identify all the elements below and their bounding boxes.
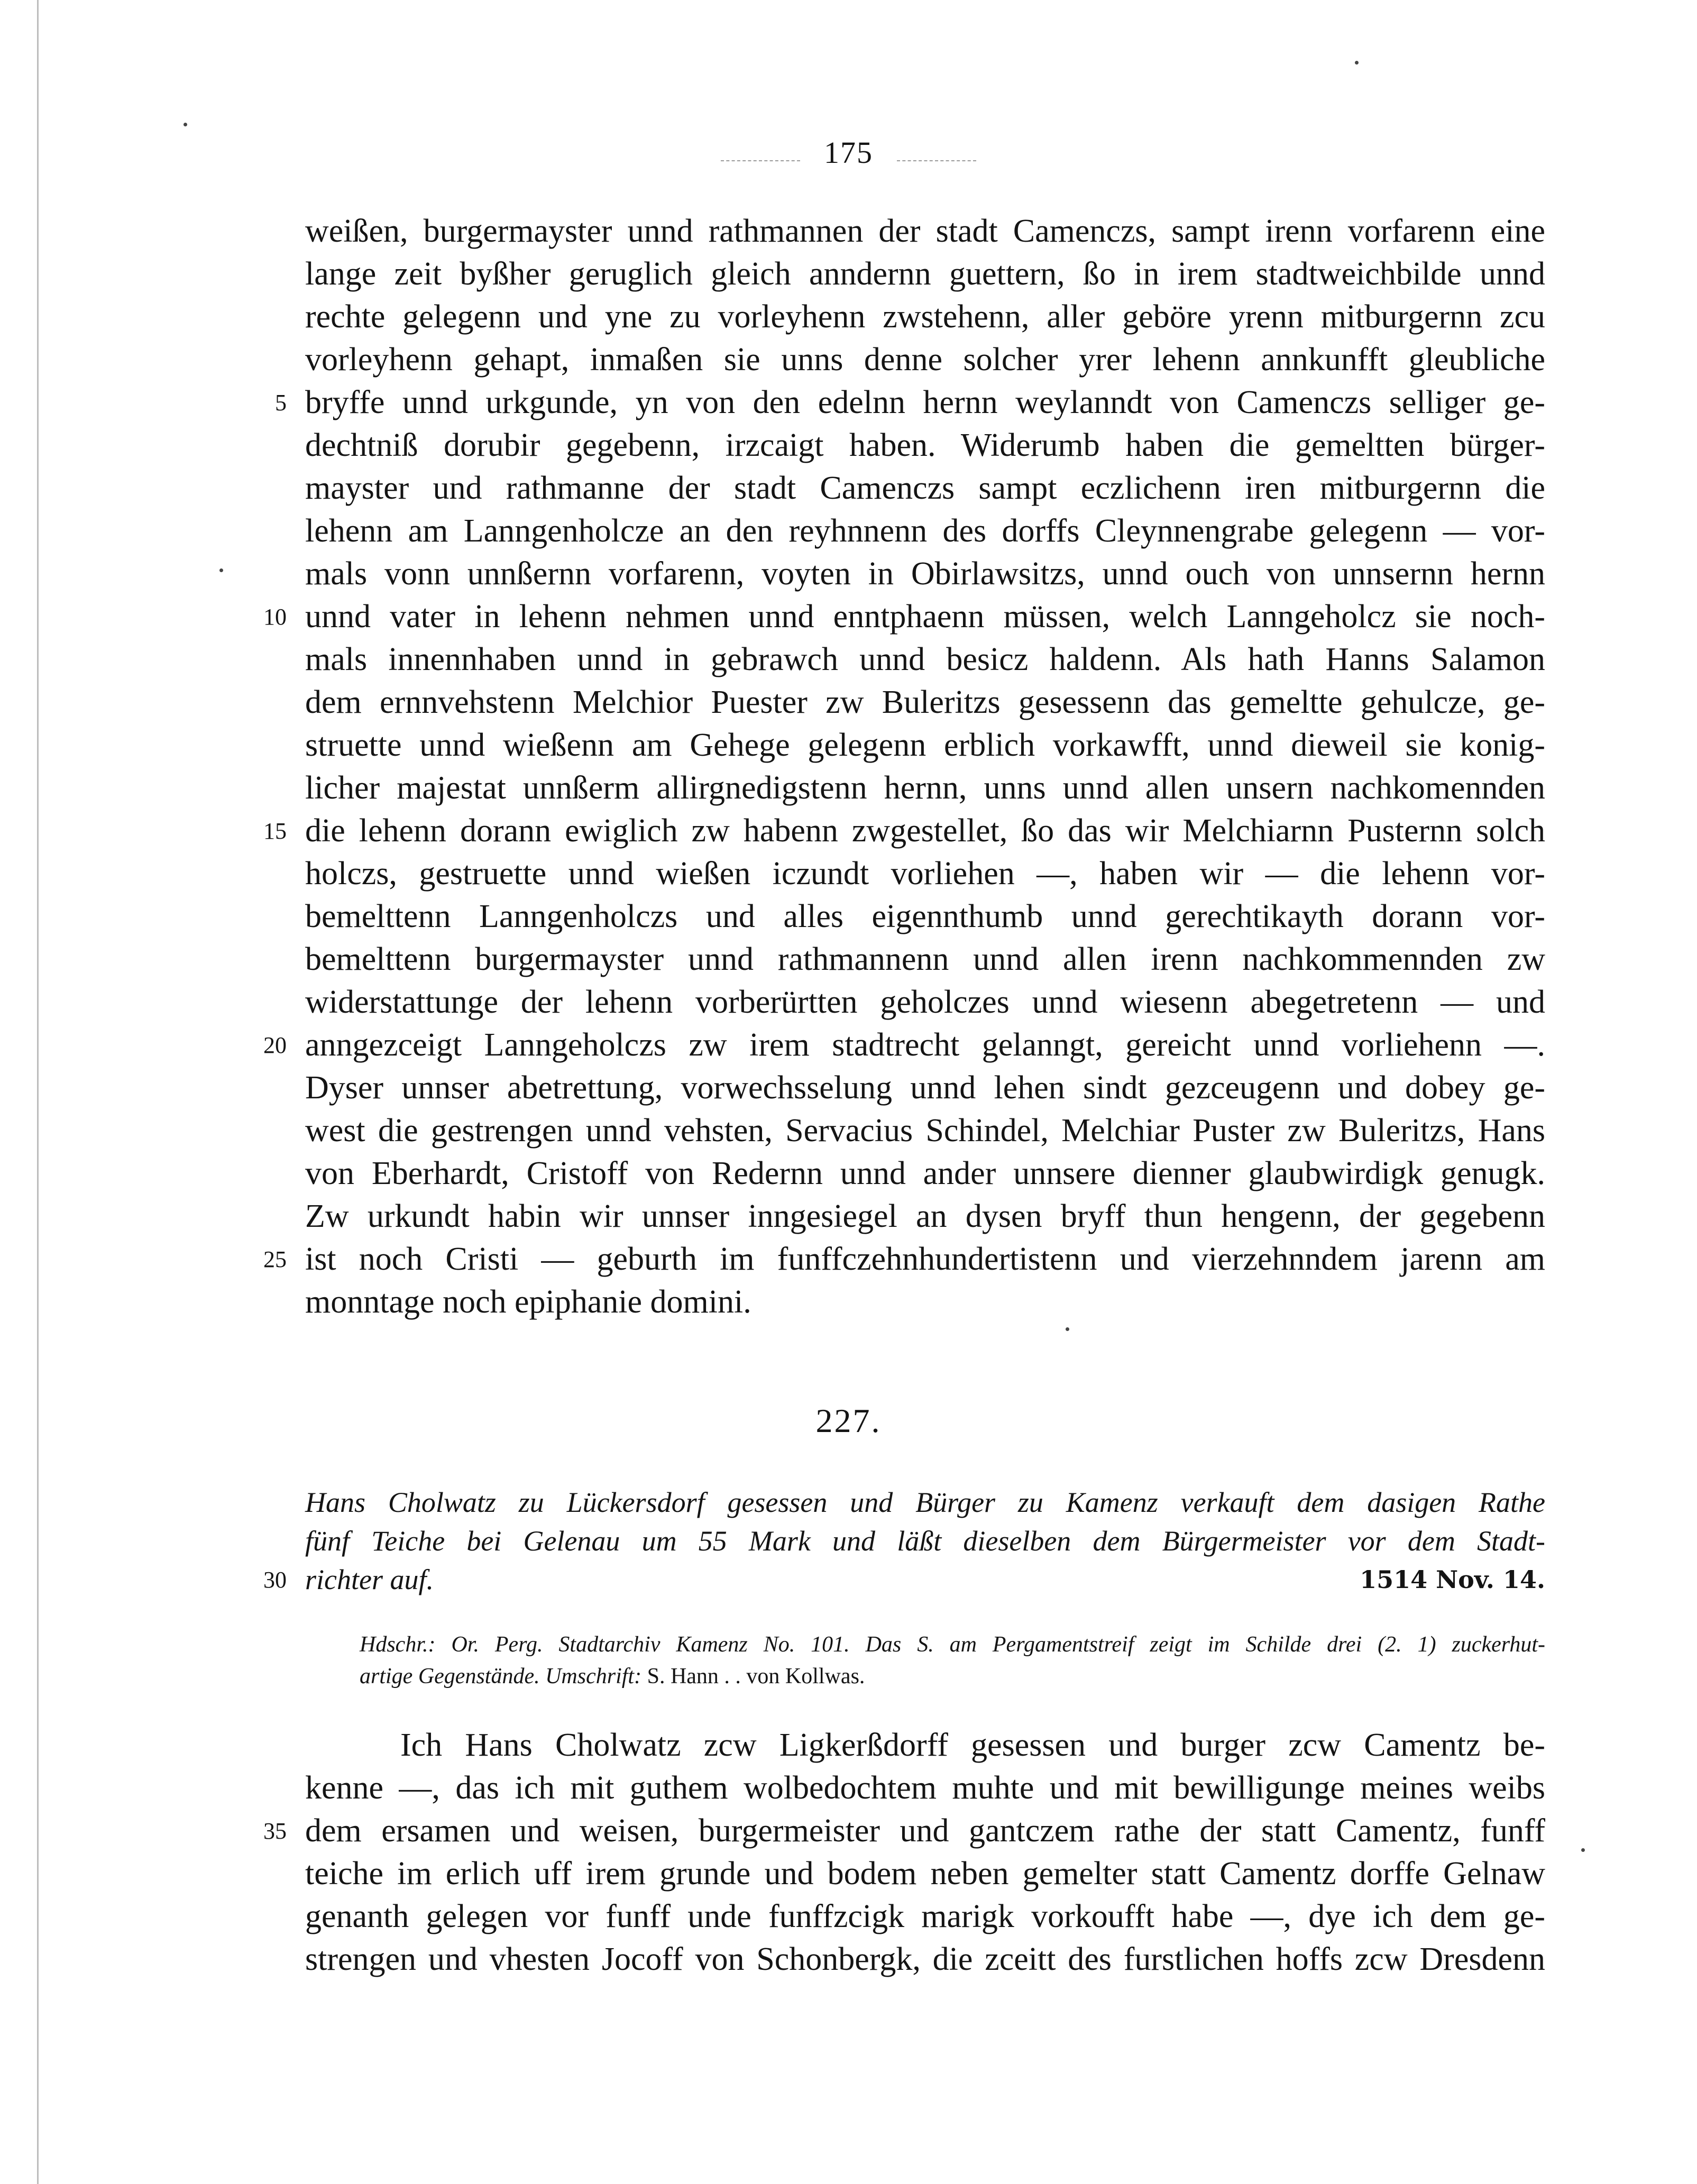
text-line: 25 ist noch Cristi — geburth im funffczehnhundertistenn und vierzehnndem jarenn am xyxy=(305,1238,1545,1281)
text-line: Dyser unnser abetrettung, vorwechsselung unnd lehen sindt gezceugenn und dobey ge- xyxy=(305,1070,1545,1106)
document-number: 227. xyxy=(815,1402,882,1439)
text-line: rechte gelegenn und yne zu vorleyhenn zwstehenn, aller geböre yrenn mitburgernn zcu xyxy=(305,299,1545,335)
regest-line: 30 richter auf. 1514 Nov. 14. xyxy=(305,1561,1545,1599)
source-line: artige Gegenstände. Umschrift: S. Hann . . von Kollwas. xyxy=(360,1664,865,1689)
body-text-top xyxy=(263,210,1545,1324)
page-header xyxy=(0,135,1697,170)
text-line: bemelttenn burgermayster unnd rathmannenn unnd allen irenn nachkommennden zw xyxy=(305,941,1545,977)
regest-line: Hans Cholwatz zu Lückersdorf gesessen und Bürger zu Kamenz verkauft dem dasigen Rathe xyxy=(305,1486,1545,1518)
line-number: 30 xyxy=(263,1567,287,1593)
speck xyxy=(1066,1327,1069,1331)
text-line: mayster und rathmanne der stadt Camenczs sampt eczlichenn iren mitburgernn die xyxy=(305,470,1545,506)
document-date: 1514 Nov. 14. xyxy=(1360,1565,1545,1594)
text-line: struette unnd wießenn am Gehege gelegenn erblich vorkawfft, unnd dieweil sie konig- xyxy=(305,727,1545,763)
text-line: 5 bryffe unnd urkgunde, yn von den edelnn hernn weylanndt von Camenczs selliger ge- xyxy=(305,381,1545,424)
text-line: mals vonn unnßernn vorfarenn, voyten in Obirlawsitzs, unnd ouch von unnsernn hernn xyxy=(305,556,1545,592)
text-line: 20 anngezceigt Lanngeholczs zw irem stadtrecht gelanngt, gereicht unnd vorliehenn —. xyxy=(305,1024,1545,1067)
text-line: 10 unnd vater in lehenn nehmen unnd enntphaenn müssen, welch Lanngeholcz sie noch- xyxy=(305,595,1545,638)
text-line: bemelttenn Lanngenholczs und alles eigennthumb unnd gerechtikayth dorann vor- xyxy=(305,898,1545,934)
header-rule-left xyxy=(721,160,800,161)
text-line: kenne —, das ich mit guthem wolbedochtem muhte und mit bewilligunge meines weibs xyxy=(305,1770,1545,1806)
text-line: west die gestrengen unnd vehsten, Servacius Schindel, Melchiar Puster zw Buleritzs, Hans xyxy=(305,1113,1545,1149)
text-line: von Eberhardt, Cristoff von Redernn unnd ander unnsere dienner glaubwirdigk genugk. xyxy=(305,1155,1545,1191)
regest-line: fünf Teiche bei Gelenau um 55 Mark und läßt dieselben dem Bürgermeister vor dem Stadt- xyxy=(305,1525,1545,1557)
line-number: 5 xyxy=(275,390,287,416)
line-number: 10 xyxy=(263,604,287,630)
text-line: weißen, burgermayster unnd rathmannen der stadt Camenczs, sampt irenn vorfarenn eine xyxy=(305,213,1545,249)
text-line: holczs, gestruette unnd wießen iczundt vorliehen —, haben wir — die lehenn vor- xyxy=(305,856,1545,892)
text-line: teiche im erlich uff irem grunde und bodem neben gemelter statt Camentz dorffe Gelnaw xyxy=(305,1856,1545,1892)
speck xyxy=(1581,1848,1585,1852)
source-note xyxy=(360,1629,1545,1692)
text-line: 35 dem ersamen und weisen, burgermeister und gantczem rathe der statt Camentz, funff xyxy=(305,1810,1545,1852)
text-line: dechtniß dorubir gegebenn, irzcaigt haben. Widerumb haben die gemeltten bürger- xyxy=(305,427,1545,463)
text-line: genanth gelegen vor funff unde funffzcigk marigk vorkoufft habe —, dye ich dem ge- xyxy=(305,1898,1545,1934)
line-number: 15 xyxy=(263,818,287,844)
text-line: widerstattunge der lehenn vorberürtten geholczes unnd wiesenn abegetretenn — und xyxy=(305,984,1545,1020)
text-line: Zw urkundt habin wir unnser inngesiegel an dysen bryff thun hengenn, der gegebenn xyxy=(305,1198,1545,1234)
page-number: 175 xyxy=(824,135,873,170)
speck xyxy=(184,123,187,126)
text-line: Ich Hans Cholwatz zcw Ligkerßdorff gesessen und burger zcw Camentz be- xyxy=(400,1727,1545,1763)
text-line: monntage noch epiphanie domini. xyxy=(305,1284,751,1320)
document-regest xyxy=(263,1483,1545,1599)
text-line: mals innennhaben unnd in gebrawch unnd besicz haldenn. Als hath Hanns Salamon xyxy=(305,641,1545,677)
text-line: vorleyhenn gehapt, inmaßen sie unns denne solcher yrer lehenn annkunfft gleubliche xyxy=(305,342,1545,378)
page-binding-edge xyxy=(37,0,39,2184)
speck xyxy=(219,568,223,572)
source-line: Hdschr.: Or. Perg. Stadtarchiv Kamenz No. 101. Das S. am Pergamentstreif zeigt im Schilde drei (2. 1) zuckerhut- xyxy=(360,1632,1545,1657)
text-line: lange zeit byßher geruglich gleich anndernn guettern, ßo in irem stadtweichbilde unnd xyxy=(305,256,1545,292)
text-line: 15 die lehenn dorann ewiglich zw habenn zwgestellet, ßo das wir Melchiarnn Pusternn solch xyxy=(305,810,1545,852)
body-text-bottom xyxy=(263,1724,1545,1981)
source-label: Hdschr.: xyxy=(360,1632,436,1657)
text-line: licher majestat unnßerm allirgnedigstenn hernn, unns unnd allen unsern nachkomennden xyxy=(305,770,1545,806)
text-line: strengen und vhesten Jocoff von Schonbergk, die zceitt des furstlichen hoffs zcw Dresdenn xyxy=(305,1941,1545,1977)
line-number: 20 xyxy=(263,1032,287,1058)
line-number: 25 xyxy=(263,1246,287,1272)
text-line: lehenn am Lanngenholcze an den reyhnnenn des dorffs Cleynnengrabe gelegenn — vor- xyxy=(305,513,1545,549)
line-number: 35 xyxy=(263,1818,287,1844)
text-line: dem ernnvehstenn Melchior Puester zw Buleritzs gesessenn das gemeltte gehulcze, ge- xyxy=(305,684,1545,720)
speck xyxy=(1355,61,1359,65)
header-rule-right xyxy=(897,160,976,161)
